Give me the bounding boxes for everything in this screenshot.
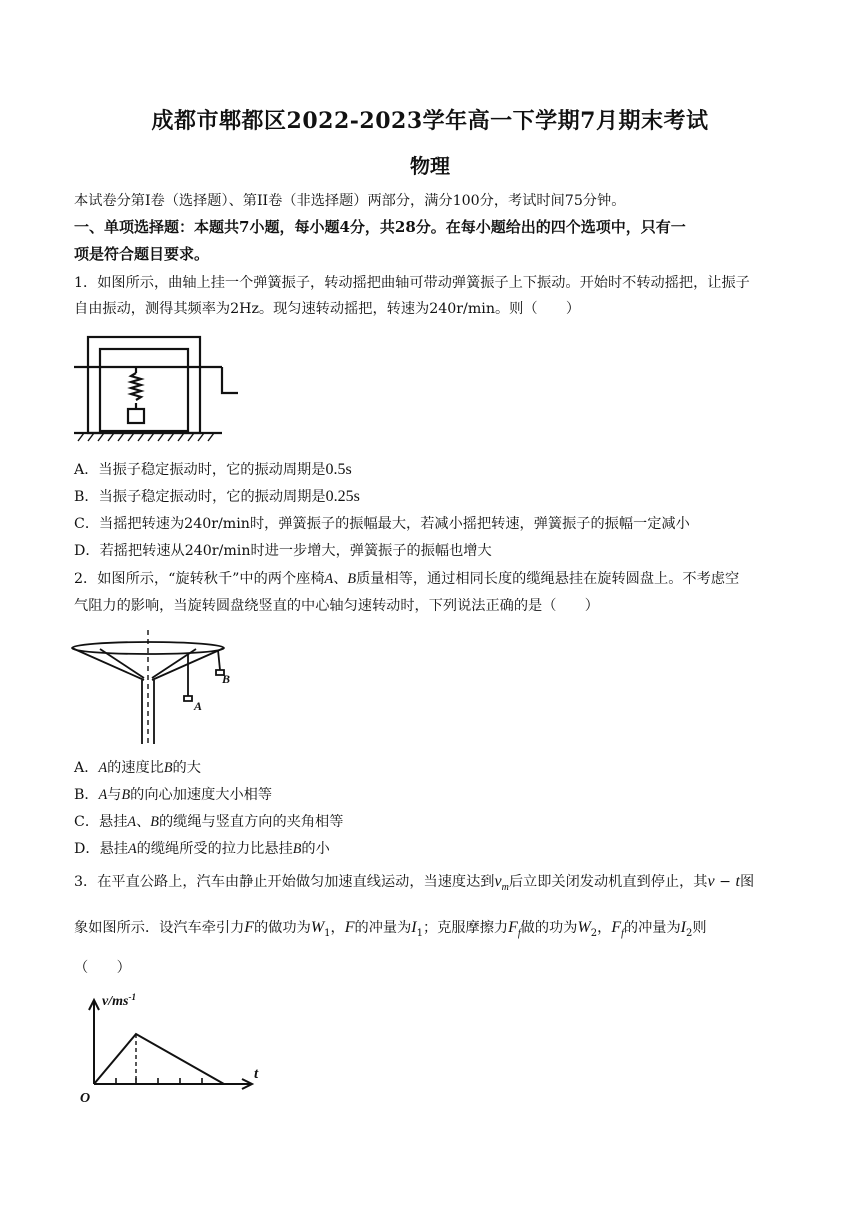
q3-stem-line3: （ ） [74,960,131,976]
q1-stem-line1: 1．如图所示，曲轴上挂一个弹簧振子，转动摇把曲轴可带动弹簧振子上下振动。开始时不转动摇把，让振子 [74,275,750,291]
q3-stem-line1: 3．在平直公路上，汽车由静止开始做匀加速直线运动，当速度达到$v_m$后立即关闭发动机直到停止，其v − t图 [74,873,755,893]
q3-stem-line2: 象如图所示．设汽车牵引力F的做功为$W_1$，F的冲量为$I_1$；克服摩擦力$F_f$做的功为$W_2$，$F_f$的冲量为$I_2$则 [74,919,707,939]
q2-swing-figure [70,628,240,750]
section-heading-cont: 项是符合题目要求。 [74,245,210,263]
q1-option-b[interactable]: B．当振子稳定振动时，它的振动周期是0.25s [74,488,360,505]
q2-option-b[interactable]: B．A与B的向心加速度大小相等 [74,787,273,803]
q3-vt-graph [74,990,274,1108]
q2-stem-line1: 2．如图所示，“旋转秋千”中的两个座椅A、B质量相等，通过相同长度的缆绳悬挂在旋转圆盘上。不考虑空 [74,571,740,587]
subject-title: 物理 [410,154,450,178]
graph-y-label: $v/ms^{-1}$ [102,992,136,1009]
intro-text: 本试卷分第I卷（选择题）、第II卷（非选择题）两部分，满分100分，考试时间75分钟。 [74,193,626,209]
graph-x-label: t [254,1066,259,1082]
q1-option-c[interactable]: C．当摇把转速为240r/min时，弹簧振子的振幅最大，若减小摇把转速，弹簧振子的振幅一定减小 [74,516,690,532]
seat-a-label: A [194,699,203,713]
q1-option-d[interactable]: D．若摇把转速从240r/min时进一步增大，弹簧振子的振幅也增大 [74,543,492,559]
seat-b-label: B [222,672,231,686]
q2-option-d[interactable]: D．悬挂A的缆绳所受的拉力比悬挂B的小 [74,841,330,857]
section-heading: 一、单项选择题：本题共7小题，每小题4分，共28分。在每小题给出的四个选项中，只有一 [74,218,686,236]
q1-stem-line2: 自由振动，测得其频率为2Hz。现匀速转动摇把，转速为240r/min。则（ ） [74,301,581,317]
page-title: 成都市郫都区2022-2023学年高一下学期7月期末考试 [151,108,709,134]
graph-origin-label: O [80,1091,91,1106]
q1-crankshaft-figure [70,333,240,445]
q1-option-a[interactable]: A．当振子稳定振动时，它的振动周期是0.5s [74,461,352,478]
q2-option-c[interactable]: C．悬挂A、B的缆绳与竖直方向的夹角相等 [74,814,344,830]
q2-option-a[interactable]: A．A的速度比B的大 [74,760,201,776]
q2-stem-line2: 气阻力的影响，当旋转圆盘绕竖直的中心轴匀速转动时，下列说法正确的是（ ） [74,598,599,614]
